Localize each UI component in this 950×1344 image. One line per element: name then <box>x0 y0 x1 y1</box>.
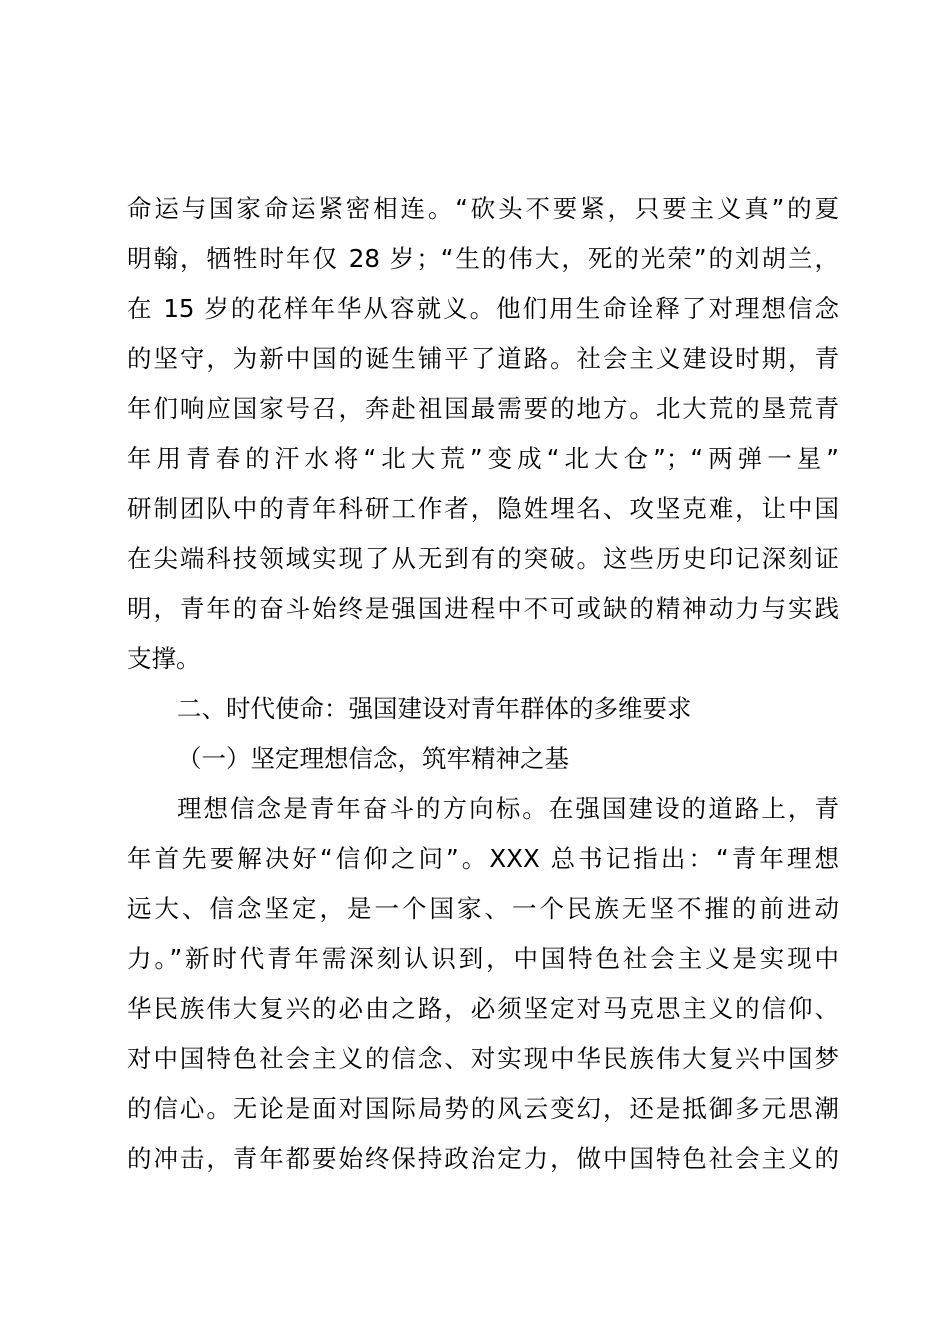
body-line: 支撑。 <box>127 644 201 673</box>
body-line: 年用青春的汗水将“北大荒”变成“北大仓”；“两弹一星” <box>127 444 839 473</box>
body-line: 明翰，牺牲时年仅 28 岁；“生的伟大，死的光荣”的刘胡兰， <box>127 244 839 273</box>
body-line: 力。”新时代青年需深刻认识到，中国特色社会主义是实现中 <box>127 944 839 973</box>
body-line: 在尖端科技领域实现了从无到有的突破。这些历史印记深刻证 <box>127 544 839 573</box>
subsection-heading: （一）坚定理想信念，筑牢精神之基 <box>177 744 569 773</box>
body-line: 年首先要解决好“信仰之问”。XXX 总书记指出：“青年理想 <box>127 844 839 873</box>
section-heading: 二、时代使命：强国建设对青年群体的多维要求 <box>177 694 692 723</box>
body-line: 年们响应国家号召，奔赴祖国最需要的地方。北大荒的垦荒青 <box>127 394 839 423</box>
body-line: 在 15 岁的花样年华从容就义。他们用生命诠释了对理想信念 <box>127 294 839 323</box>
body-line: 的冲击，青年都要始终保持政治定力，做中国特色社会主义的 <box>127 1144 839 1173</box>
body-line: 命运与国家命运紧密相连。“砍头不要紧，只要主义真”的夏 <box>127 194 839 223</box>
body-line: 明，青年的奋斗始终是强国进程中不可或缺的精神动力与实践 <box>127 594 839 623</box>
body-line: 理想信念是青年奋斗的方向标。在强国建设的道路上，青 <box>177 794 839 823</box>
body-line: 的信心。无论是面对国际局势的风云变幻，还是抵御多元思潮 <box>127 1094 839 1123</box>
body-line: 远大、信念坚定，是一个国家、一个民族无坚不摧的前进动 <box>127 894 839 923</box>
body-line: 对中国特色社会主义的信念、对实现中华民族伟大复兴中国梦 <box>127 1044 839 1073</box>
body-line: 的坚守，为新中国的诞生铺平了道路。社会主义建设时期，青 <box>127 344 839 373</box>
document-body <box>127 184 839 1184</box>
body-line: 华民族伟大复兴的必由之路，必须坚定对马克思主义的信仰、 <box>127 994 839 1023</box>
body-line: 研制团队中的青年科研工作者，隐姓埋名、攻坚克难，让中国 <box>127 494 839 523</box>
